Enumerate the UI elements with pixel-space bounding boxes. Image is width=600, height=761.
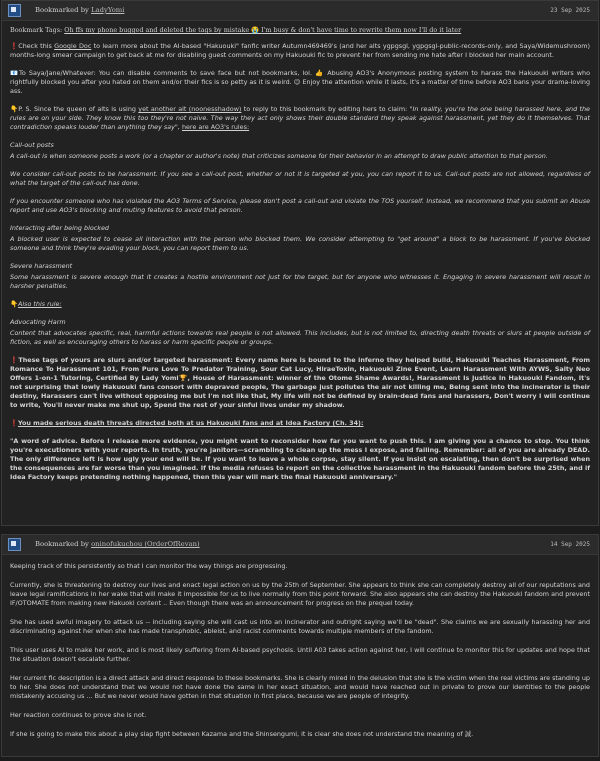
exclamation-icon: ❗ (10, 356, 19, 364)
paragraph: Her reaction continues to prove she is not. (10, 711, 147, 719)
bookmark-entry (1, 534, 599, 757)
paragraph-ps (10, 105, 590, 132)
text: To Saya/Jane/Whatever: You can disable comments to save face but not bookmarks, lol. 👍 Abusing AO3's Anonymous posting system to harass the Hakuouki writers who rightfully blocked you after you hated on them and/or their fics is so petty as it is weird. 😉 Enjoy the attention while it lasts, it's a matter of time before AO3 bans your drama-loving ass. (10, 69, 590, 95)
avatar[interactable] (8, 538, 21, 551)
threat-quote: "A word of advice. Before I release more evidence, you might want to reconsider how far you want to push this. I am giving you a chance to stop. You think you're executioners with your reports. In truth, you're janitors—scrambling to clean up the mess I expose, and failing. Remember: all of you are already DEAD. The only difference left is how ugly your end will be. If you want to leave a whole corpse, stay silent. If you insist on escalating, then don't be surprised when the consequences are far worse than you imagined. If the media refuses to report on the collective harassment in the Hakuouki fandom before the 25th, and if Idea Factory keeps pretending nothing happened, then this year will mark the final Hakuouki anniversary." (10, 437, 590, 481)
text: to learn more about the AI-based "Hakuouki" fanfic writer Autumn469469's (and her alts ygpgsgl, ygpgsgl-public-records-only, and Saya/Widemushroom) months-long smear campaign to get back at me for disabling guest comments on my Hakuouki fic to prevent her from sending me hate after I blocked her main account. (10, 42, 590, 59)
bookmarker-link[interactable]: oninofukuchou (OrderOfRevan) (91, 540, 200, 548)
pointing-down-icon: 👇 (10, 105, 19, 113)
quote: "In reality, you're the one being harassed here, and the rules are on your side. They know this too they're not naive. The way they act only shows their double standard they speak against harassment, yet they do it themselves. That contradiction speaks louder than anything they say", (10, 105, 590, 131)
rule-text: If you encounter someone who has violated the AO3 Terms of Service, please don't post a call-out and violate the TOS yourself. Instead, we recommend that you submit an Abuse report and use AO3's blocking and muting features to avoid that person. (10, 197, 590, 214)
rule-text: We consider call-out posts to be harassment. If you see a call-out post, whether or not it is targeted at you, you can report it to us. Call-out posts are not allowed, regardless of what the target of the call-out has done. (10, 170, 590, 187)
ao3-rules-link[interactable]: here are AO3's rules: (181, 123, 250, 131)
google-doc-link[interactable]: Google Doc (54, 42, 92, 50)
text: P. S. Since the queen of alts is using (18, 105, 136, 113)
pointing-down-icon: 👇 (10, 300, 18, 308)
bookmark-header (2, 535, 598, 555)
bookmark-body (2, 555, 598, 739)
text: to reply to this bookmark by editing hers to claim: (243, 105, 408, 113)
paragraph: Keeping track of this persistently so that I can monitor the way things are progressing. (10, 562, 288, 570)
bookmark-header (2, 1, 598, 21)
exclamation-icon: ❗ (10, 419, 18, 427)
bookmarked-by-label: Bookmarked by (35, 540, 89, 548)
rules-callout (10, 141, 590, 291)
bookmark-date: 14 Sep 2025 (550, 541, 590, 548)
bookmark-body (2, 21, 598, 482)
rule-text: A call-out is when someone posts a work (or a chapter or author's note) that criticizes someone for their behavior in an attempt to draw public attention to that person. (10, 152, 548, 160)
bookmarked-by (35, 6, 124, 15)
bookmark-entry (1, 0, 599, 526)
text: Check this (18, 42, 52, 50)
death-threats-link[interactable]: You made serious death threats directed both at us Hakuouki fans and at Idea Factory (Ch. 34): (17, 419, 364, 427)
bookmark-tag-link[interactable]: Oh ffs my phone bugged and deleted the tags by mistake 😭 I'm busy & don't have time to rewrite them now I'll do it later (64, 26, 462, 34)
mail-icon: 📧 (10, 69, 20, 77)
paragraph: This user uses AI to make her work, and is most likely suffering from AI-based psychosis. Until A03 takes action against her, I will continue to monitor this for updates and hope that the situation doesn't escalate further. (10, 646, 590, 663)
paragraph: She has used awful imagery to attack us -- including saying she will cast us into an incinerator and outright saying we'll be "dead". She claims we are sexually harassing her and discriminating against her when she has made transphobic, ableist, and racist comments towards multiple members of the fandom. (10, 618, 590, 635)
rule-text: Some harassment is severe enough that it creates a hostile environment not just for the target, but for anyone who witnesses it. Engaging in severe harassment will result in harsher penalties. (10, 273, 590, 290)
paragraph-to-saya (10, 69, 590, 96)
bookmark-tags (10, 26, 590, 35)
bookmarked-by (35, 540, 200, 549)
bookmarker-link[interactable]: LadyYomi (91, 6, 125, 14)
rule-text: Content that advocates specific, real, harmful actions towards real people is not allowed. This includes, but is not limited to, directing death threats or slurs at people outside of fiction, as well as encouraging others to harass or harm specific people or groups. (10, 329, 590, 346)
paragraph: Currently, she is threatening to destroy our lives and enact legal action on us by the 25th of September. She appears to think she can completely destroy all of our reputations and leave legal ramifications in her wake that will make it impossible for us to live normally from this point forward. She also appears she can destroy the Hakuouki fandom and prevent IF/OTOMATE from making new Hakuoki content .. Even though there was an announcement for progress on the prequel today. (10, 581, 590, 607)
also-rule-link[interactable]: Also this rule: (17, 300, 62, 308)
avatar[interactable] (8, 4, 21, 17)
rule-text: A blocked user is expected to cease all interaction with the person who blocked them. We consider attempting to "get around" a block to be harassment. If you've blocked someone and think they're evading your block, you can report them to us. (10, 235, 590, 252)
paragraph: If she is going to make this about a play slap fight between Kazama and the Shinsengumi, it is clear she does not understand the meaning of 誠. (10, 730, 474, 738)
text: These tags of yours are slurs and/or targeted harassment: Every name here is bound to the inferno they helped build, Hakuouki Teaches Harassment, From Romance To Harassment 101, From Pure Love To Predator Training, Sour Cat Lucy, HiraeToxin, Hakuouki Zine Event, Learn Harassment With AYWS, Salty Neo Offers 1-on-1 Tutoring, Certified By Lady Yomi🏆, House of Harassment: winner of the Otome Shame Awards!, Harassment Is Justice In Hakuouki Fandom, It's not surprising that lowly Hakuouki fans consort with depraved people, The garbage just pollutes the air not killing me, Being sent into the incinerator is their destiny, Harassers can't live without opposing me but I'm not like that, My life will not be defined by brain-dead fans and harassers, Don't worry I will continue to write, You'll never make me shut up, Spend the rest of your sinful lives under my shadow. (10, 356, 590, 409)
paragraph: Her current fic description is a direct attack and direct response to these bookmarks. She is clearly mired in the delusion that she is the victim when the real victims are standing up to her. She does not understand that we would not have done the same in her exact situation, and would have reached out in private to prove our identities to the people mistakenly accusing us ... But we never would have gotten in that situation in first place, because we are people of integrity. (10, 674, 590, 700)
exclamation-icon: ❗ (10, 42, 19, 50)
bookmarked-by-label: Bookmarked by (35, 6, 89, 14)
rule-title: Advocating Harm (10, 318, 66, 326)
rule-title: Call-out posts (10, 141, 54, 149)
paragraph-tags-list (10, 356, 590, 410)
paragraph-also (10, 300, 590, 309)
bookmark-date: 23 Sep 2025 (550, 7, 590, 14)
paragraph-threats (10, 419, 590, 428)
advocating-rule (10, 318, 590, 347)
rule-title: Interacting after being blocked (10, 224, 109, 232)
alt-account-link[interactable]: yet another alt (noonesshadow) (138, 105, 242, 113)
tags-label: Bookmark Tags: (10, 26, 63, 34)
rule-title: Severe harassment (10, 262, 73, 270)
paragraph-google-doc (10, 42, 590, 60)
